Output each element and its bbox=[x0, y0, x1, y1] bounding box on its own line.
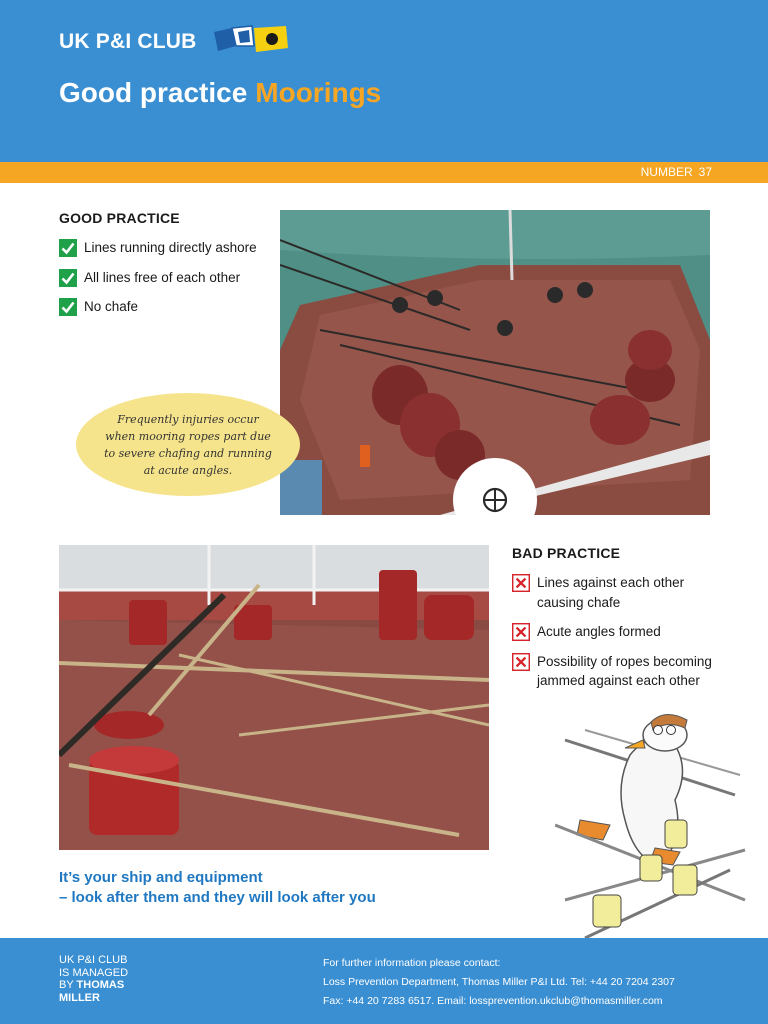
cross-icon bbox=[512, 653, 530, 671]
bad-item-text: Lines against each other causing chafe bbox=[537, 575, 685, 610]
title-prefix: Good practice bbox=[59, 77, 248, 108]
slogan-line-2: – look after them and they will look after you bbox=[59, 889, 376, 906]
bad-practice-heading: BAD PRACTICE bbox=[512, 545, 621, 561]
slogan bbox=[59, 868, 376, 908]
contact-email-line: Fax: +44 20 7283 6517. Email: lossprevention.ukclub@thomasmiller.com bbox=[323, 995, 663, 1007]
bad-practice-photo bbox=[59, 545, 489, 850]
number-value: 37 bbox=[698, 165, 712, 179]
cross-icon bbox=[512, 574, 530, 592]
good-practice-heading: GOOD PRACTICE bbox=[59, 210, 180, 226]
header-banner bbox=[0, 0, 768, 162]
good-item bbox=[59, 238, 264, 258]
bad-item-text: Acute angles formed bbox=[537, 624, 661, 639]
seagull-cartoon-icon bbox=[555, 700, 750, 938]
footer bbox=[0, 938, 768, 1024]
good-item-text: Lines running directly ashore bbox=[84, 240, 257, 255]
check-icon bbox=[59, 269, 77, 287]
title-accent: Moorings bbox=[255, 77, 382, 108]
good-practice-photo bbox=[280, 210, 710, 515]
managed-by-block bbox=[59, 954, 128, 1004]
contact-block bbox=[323, 954, 675, 1011]
info-bubble-text: Frequently injuries occur when mooring ropes part due to severe chafing and running at acute angles. bbox=[104, 412, 272, 477]
number-label: NUMBER bbox=[640, 165, 693, 179]
managed-miller: MILLER bbox=[59, 991, 100, 1004]
good-item-text: All lines free of each other bbox=[84, 269, 241, 285]
good-item-text: No chafe bbox=[84, 299, 139, 314]
contact-phone-line: Loss Prevention Department, Thomas Miller P&I Ltd. Tel: +44 20 7204 2307 bbox=[323, 976, 675, 988]
managed-line-1: UK P&I CLUB bbox=[59, 954, 128, 966]
flags-logo-icon bbox=[212, 24, 290, 58]
slogan-line-1: It’s your ship and equipment bbox=[59, 869, 263, 886]
managed-line-2: IS MANAGED bbox=[59, 966, 129, 979]
managed-by: BY bbox=[59, 979, 74, 991]
info-bubble bbox=[76, 393, 300, 496]
brand-name: UK P&I CLUB bbox=[59, 30, 197, 53]
check-icon bbox=[59, 298, 77, 316]
page-title bbox=[59, 77, 381, 109]
issue-number bbox=[635, 165, 712, 179]
check-icon bbox=[59, 239, 77, 257]
cross-icon bbox=[512, 623, 530, 641]
managed-line-3 bbox=[59, 979, 128, 992]
bad-item-text: Possibility of ropes becoming jammed against each other bbox=[537, 653, 712, 688]
bad-item bbox=[512, 573, 712, 612]
bad-item bbox=[512, 622, 712, 642]
good-practice-list bbox=[59, 238, 264, 327]
bad-practice-list bbox=[512, 573, 712, 701]
bad-item bbox=[512, 652, 712, 691]
good-item bbox=[59, 297, 264, 317]
good-item bbox=[59, 268, 264, 288]
managed-thomas: THOMAS bbox=[76, 979, 125, 991]
contact-intro: For further information please contact: bbox=[323, 957, 501, 969]
